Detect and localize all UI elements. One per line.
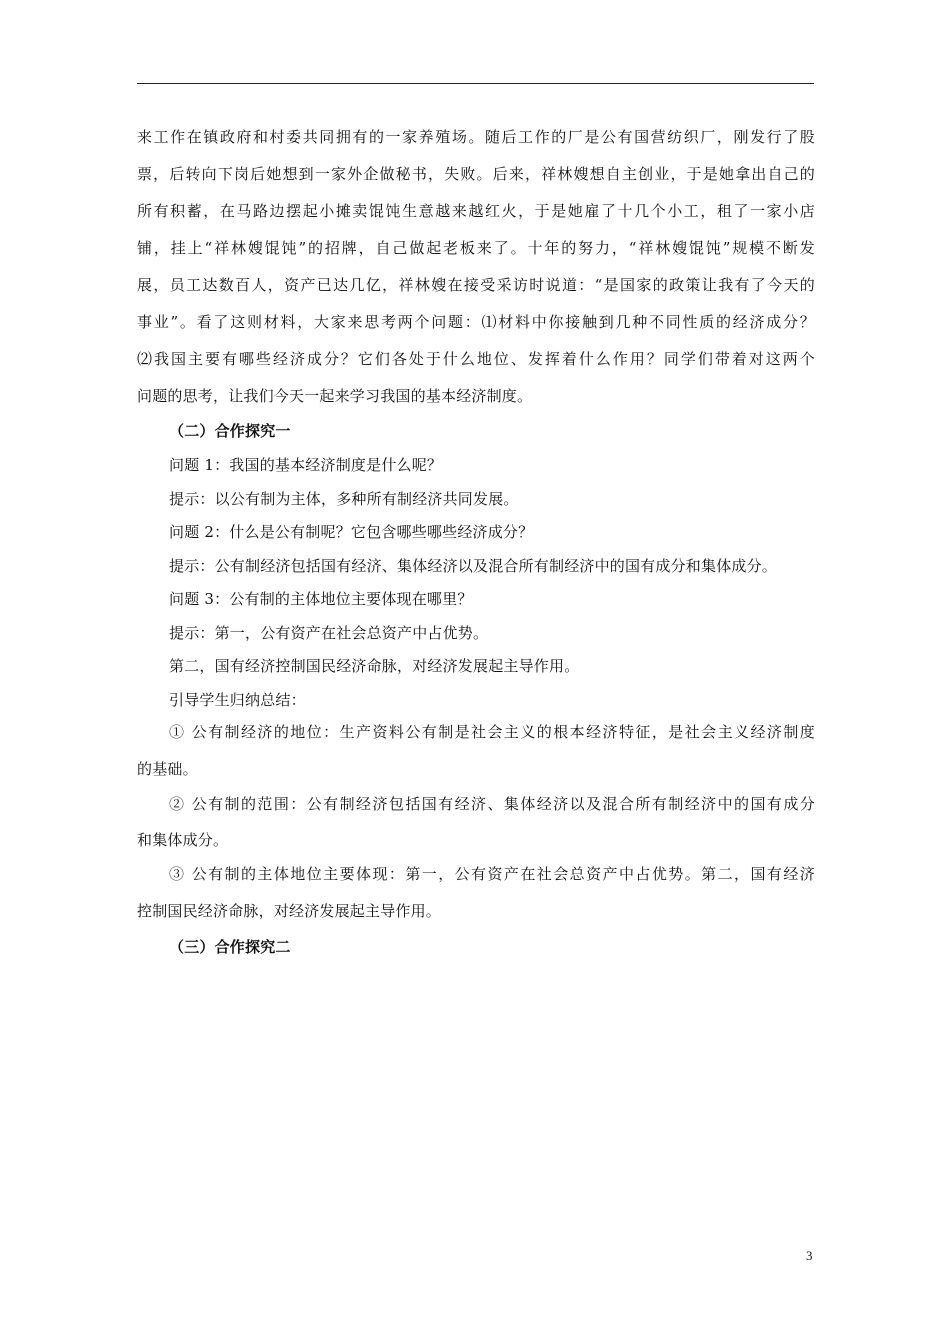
- intro-line: 铺，挂上“祥林嫂馄饨”的招牌，自己做起老板来了。十年的努力，“祥林嫂馄饨”规模不断发: [137, 239, 815, 257]
- qa-line: 问题 1：我国的基本经济制度是什么呢？: [169, 456, 443, 474]
- summary-item-first-line: ① 公有制经济的地位：生产资料公有制是社会主义的根本经济特征，是社会主义经济制度: [169, 723, 815, 741]
- qa-line: 第二，国有经济控制国民经济命脉，对经济发展起主导作用。: [169, 657, 580, 675]
- qa-line: 提示：第一，公有资产在社会总资产中占优势。: [169, 624, 489, 642]
- qa-line: 提示：以公有制为主体，多种所有制经济共同发展。: [169, 490, 519, 508]
- summary-item-first-line: ③ 公有制的主体地位主要体现：第一，公有资产在社会总资产中占优势。第二，国有经济: [169, 865, 815, 883]
- qa-line: 提示：公有制经济包括国有经济、集体经济以及混合所有制经济中的国有成分和集体成分。: [169, 557, 778, 575]
- intro-line: 问题的思考，让我们今天一起来学习我国的基本经济制度。: [137, 387, 533, 405]
- summary-item-first-line: ② 公有制的范围：公有制经济包括国有经济、集体经济以及混合所有制经济中的国有成分: [169, 795, 815, 813]
- header-rule: [137, 83, 814, 84]
- intro-line: ⑵我国主要有哪些经济成分？它们各处于什么地位、发挥着什么作用？同学们带着对这两个: [137, 350, 815, 368]
- section-heading: （三）合作探究二: [169, 938, 291, 956]
- section-heading: （二）合作探究一: [169, 422, 291, 440]
- intro-line: 事业”。看了这则材料，大家来思考两个问题：⑴材料中你接触到几种不同性质的经济成分？: [137, 313, 815, 331]
- summary-item-rest-line: 和集体成分。: [137, 831, 229, 849]
- summary-item-rest-line: 控制国民经济命脉，对经济发展起主导作用。: [137, 902, 442, 920]
- qa-line: 问题 2：什么是公有制呢？它包含哪些哪些经济成分？: [169, 523, 534, 541]
- intro-line: 票，后转向下岗后她想到一家外企做秘书，失败。后来，祥林嫂想自主创业，于是她拿出自己的: [137, 165, 815, 183]
- intro-line: 来工作在镇政府和村委共同拥有的一家养殖场。随后工作的厂是公有国营纺织厂，刚发行了股: [137, 128, 815, 146]
- qa-line: 问题 3：公有制的主体地位主要体现在哪里？: [169, 590, 473, 608]
- qa-line: 引导学生归纳总结：: [169, 691, 306, 709]
- page-number: 3: [806, 1248, 813, 1263]
- summary-item-rest-line: 的基础。: [137, 760, 198, 778]
- intro-line: 展，员工达数百人，资产已达几亿，祥林嫂在接受采访时说道：“是国家的政策让我有了今天的: [137, 276, 815, 294]
- intro-line: 所有积蓄，在马路边摆起小摊卖馄饨生意越来越红火，于是她雇了十几个小工，租了一家小店: [137, 202, 815, 220]
